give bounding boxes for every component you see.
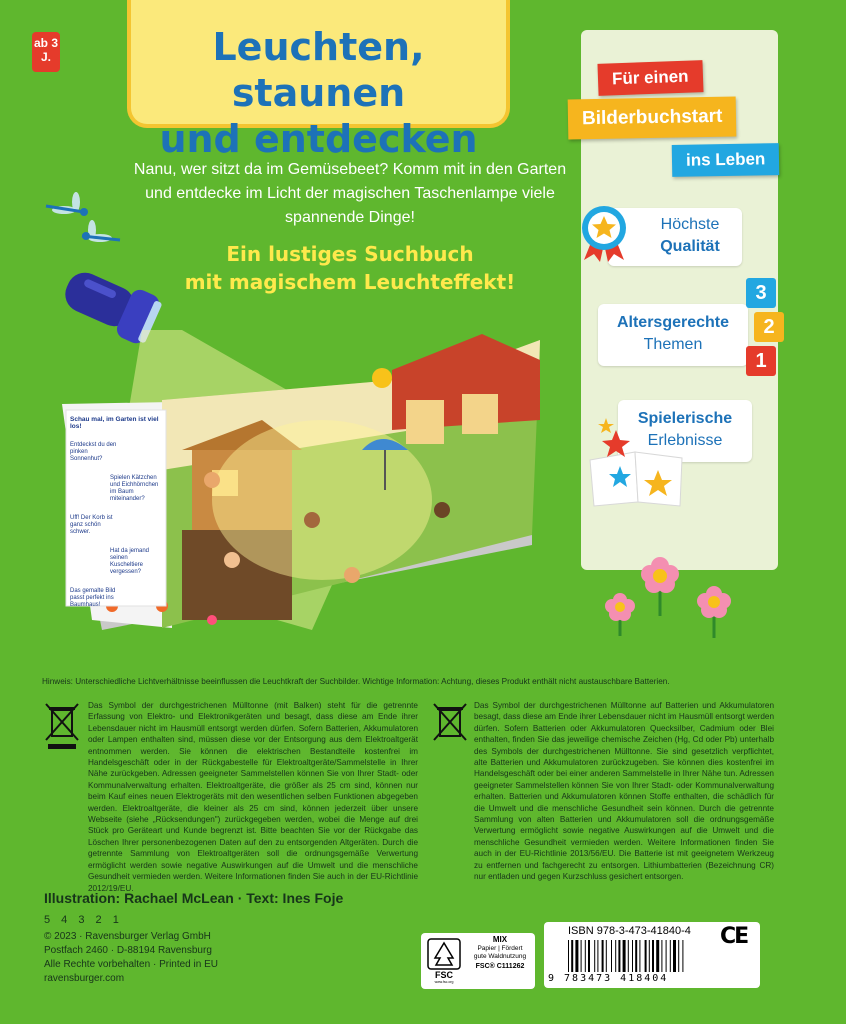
print-run: 5 4 3 2 1: [44, 914, 123, 926]
isbn: ISBN 978-3-473-41840-4: [568, 925, 691, 937]
barcode-bar: [594, 940, 595, 972]
barcode-bar: [649, 940, 650, 972]
crossed-bin-battery-icon: [432, 702, 468, 750]
ce-mark: CE: [720, 924, 748, 949]
intro-text: Nanu, wer sitzt da im Gemüsebeet? Komm mit in den Garten und entdecke im Licht der magischen Taschenlampe viele spannende Dinge!: [133, 161, 567, 226]
feature-age-line2: Themen: [643, 336, 703, 353]
feature-playful-line1: Spielerische: [637, 410, 733, 427]
age-badge-line2: J.: [40, 50, 51, 64]
barcode-bar: [575, 940, 578, 972]
imprint-line2: Postfach 2460 · D-88194 Ravensburg: [44, 945, 212, 956]
imprint-line3: Alle Rechte vorbehalten · Printed in EU: [44, 959, 218, 970]
fsc-line1: Papier | Fördert: [477, 945, 523, 952]
barcode-bar: [588, 940, 590, 972]
barcode-bar: [602, 940, 604, 972]
barcode-bar: [568, 940, 569, 972]
barcode-bar: [673, 940, 676, 972]
book-page-text: [70, 416, 164, 609]
barcode-bar: [611, 940, 612, 972]
feature-age-appropriate: [598, 304, 748, 366]
barcode-bar: [661, 940, 662, 972]
book-page-q1: Entdeckst du den pinken Sonnenhut?: [70, 442, 117, 462]
fsc-url: www.fsc.org: [434, 980, 454, 984]
tagline-line1: Ein lustiges Suchbuch: [226, 242, 474, 266]
book-page-q3: Uff! Der Korb ist ganz schön schwer.: [70, 515, 113, 535]
barcode-bar: [615, 940, 616, 972]
book-title-line2: und entdecken: [159, 117, 478, 161]
age-badge-line1: ab 3: [33, 36, 58, 50]
ribbon-line3: ins Leben: [672, 143, 780, 177]
feature-playful-line2: Erlebnisse: [647, 432, 723, 449]
feature-quality-line1: Höchste: [660, 216, 720, 233]
number-block-1: 1: [746, 346, 776, 376]
book-title: [140, 24, 497, 162]
open-book-stars-icon: [580, 410, 690, 520]
fsc-mix: MIX: [492, 935, 508, 944]
barcode-bar: [645, 940, 647, 972]
crossed-bin-icon: [44, 702, 80, 750]
barcode-bar: [571, 940, 573, 972]
barcode-bar: [632, 940, 633, 972]
age-badge: [32, 32, 60, 72]
book-page-heading: Schau mal, im Garten ist viel los!: [70, 416, 159, 430]
barcode-bar: [628, 940, 629, 972]
barcode-bar: [581, 940, 582, 972]
barcode-bar: [585, 940, 586, 972]
tagline: [120, 240, 580, 296]
fsc-text: [466, 936, 534, 971]
barcode-bar: [618, 940, 620, 972]
barcode-icon: [568, 940, 742, 974]
book-page-q5: Das gemalte Bild passt perfekt ins Baumhaus!: [70, 588, 116, 608]
barcode-bar: [666, 940, 667, 972]
barcode-bar: [639, 940, 640, 972]
ribbon-line1: Für einen: [597, 60, 703, 96]
barcode-bar: [597, 940, 598, 972]
imprint-line1: © 2023 · Ravensburger Verlag GmbH: [44, 931, 211, 942]
barcode-bar: [670, 940, 671, 972]
tagline-line2: mit magischem Leuchteffekt!: [184, 270, 516, 294]
number-block-2: 2: [754, 312, 784, 342]
barcode-bar: [656, 940, 659, 972]
barcode-bar: [678, 940, 679, 972]
imprint: [44, 930, 218, 986]
dragonfly-icon: [42, 188, 122, 252]
barcode-bar: [606, 940, 607, 972]
barcode-bar: [623, 940, 626, 972]
feature-age-line1: Altersgerechte: [616, 314, 730, 331]
ean-digits: 9 783473 418404: [548, 973, 669, 984]
feature-quality-line2: Qualität: [660, 238, 720, 255]
imprint-line4: ravensburger.com: [44, 973, 125, 984]
fsc-line2: gute Waldnutzung: [473, 953, 527, 960]
medal-icon: [576, 204, 634, 262]
flowers-decoration: [598, 556, 738, 642]
fsc-code: FSC® C111262: [475, 963, 525, 970]
legal-text-batteries: Das Symbol der durchgestrichenen Mülltonne auf Batterien und Akkumulatoren besagt, dass diese am Ende ihrer Lebensdauer nicht im Hausmüll entsorgt werden dürfen. Sofern Batterien oder Akkumulatoren Quecksilber, Cadmium oder Blei enthalten, finden Sie das jeweilige chemische Zeichen (Hg, Cd oder Pb) unterhalb des Symbols der durchgestrichenen Mülltonne. Sie sind gesetzlich verpflichtet, alte Batterien und Akkumulatoren zurückzugeben. Sie können dies kostenfrei im Handelsgeschäft oder bei einer anderen Sammelstelle in Ihrer Nähe tun. Adressen geeigneter Sammelstellen können Sie von Ihrer Stadt- oder Kommunalverwaltung erhalten. Batterien und Akkumulatoren können Stoffe enthalten, die schädlich für die Umwelt und die menschliche Gesundheit sein können. Durch die getrennte Sammlung von alten Batterien und Akkumulatoren soll die ordnungsgemäße Verwertung ermöglicht sowie negative Auswirkungen auf die Umwelt und die menschliche Gesundheit vermieden werden. Weitere Informationen finden Sie auch in der EU-Richtlinie 2013/56/EU. Die Batterie ist mit geeignetem Werkzeug zu entfernen und fachgerecht zu entsorgen. Lithiumbatterien (Bezeichnung CR) nur entladen und gegen Kurzschluss gesichert entsorgen.: [474, 701, 774, 882]
credits: Illustration: Rachael McLean · Text: Ines Foje: [44, 890, 344, 906]
ribbon-line2: Bilderbuchstart: [568, 97, 737, 140]
book-page-q2: Spielen Kätzchen und Eichhörnchen im Baum miteinander?: [110, 475, 159, 502]
book-page-q4: Hat da jemand seinen Kuscheltiere vergessen?: [110, 548, 150, 575]
fsc-logo-text: FSC: [435, 970, 453, 980]
barcode-bar: [635, 940, 637, 972]
hint-text: Hinweis: Unterschiedliche Lichtverhältnisse beeinflussen die Leuchtkraft der Suchbilder. Wichtige Information: Achtung, dieses Produkt enthält nicht austauschbare Batterien.: [42, 677, 670, 686]
fsc-tree-icon: [427, 938, 461, 984]
number-block-3: 3: [746, 278, 776, 308]
barcode-bar: [652, 940, 654, 972]
barcode-bar: [682, 940, 683, 972]
legal-text-electronics: Das Symbol der durchgestrichenen Mülltonne (mit Balken) steht für die getrennte Erfassung von Elektro- und Elektronikgeräten und besagt, dass diese am Ende ihrer Lebensdauer nicht im Hausmüll entsorgt werden dürfen. Sofern Batterien, Akkumulatoren oder Lampen enthalten sind, müssen diese vor der Entsorgung aus dem Elektroaltgerät entnommen werden. Sie können die elektrischen Bestandteile kostenfrei im Handelsgeschäft oder in der Rückgabestelle für Elektroaltgeräte/Sammelstelle in Ihrer Nähe zurückgeben. Adressen geeigneter Sammelstellen können Sie von Ihrer Stadt- oder Kommunalverwaltung erhalten. Elektroaltgeräte, die größer als 25 cm sind, können nur beim Kauf eines neuen Elektrogeräts mit den wesentlichen selben Funktionen abgegeben werden. Elektroaltgeräte, die kleiner als 25 cm sind, können jederzeit über unsere Webseite (siehe „Rücksendungen") zurückgegeben werden, wobei die Menge auf drei Stück pro Geräteart und Kunde begrenzt ist. Bitte beachten Sie vor der Rückgabe das Löschen Ihrer personenbezogenen Daten auf den zu entsorgenden Altgeräten. Durch die getrennte Sammlung von Elektroaltgeräten soll die ordnungsgemäße Verwertung ermöglicht werden sowie negative Auswirkungen auf die Umwelt und die menschliche Gesundheit vermieden werden. Weitere Informationen finden Sie auch in der EU-Richtlinie 2012/19/EU.: [88, 701, 418, 893]
book-title-line1: Leuchten, staunen: [212, 25, 425, 115]
